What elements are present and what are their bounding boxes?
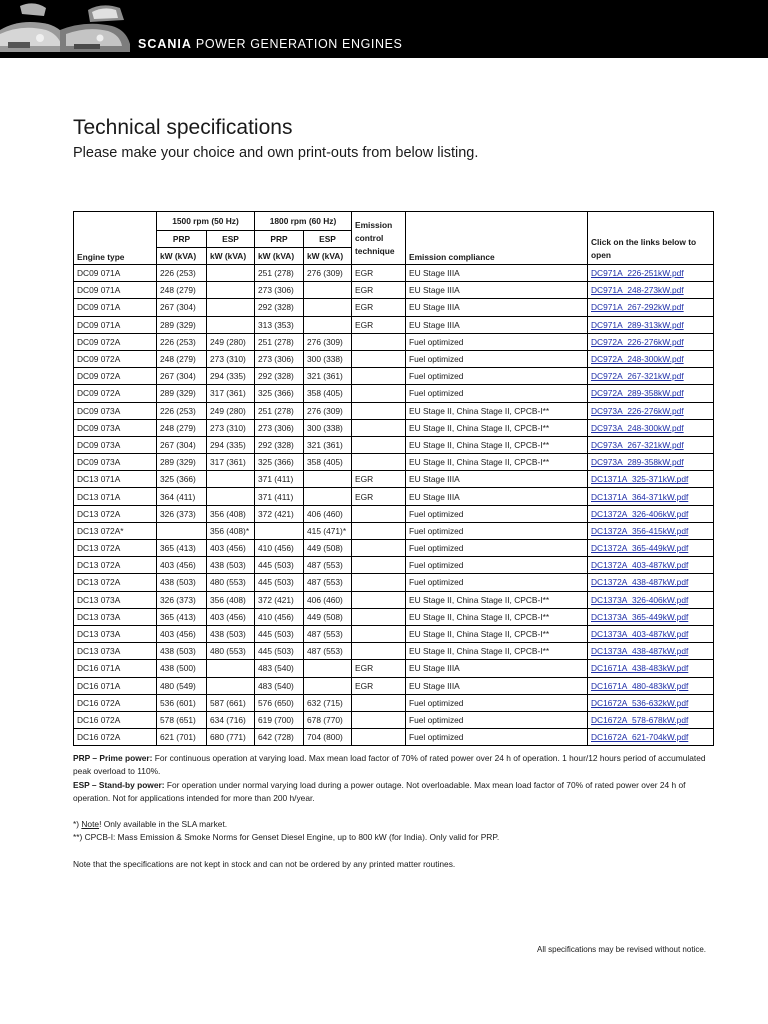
emission-technique-cell: EGR — [352, 488, 406, 505]
prp-50hz-cell: 325 (366) — [157, 471, 207, 488]
emission-technique-cell — [352, 419, 406, 436]
pdf-link[interactable]: DC1371A_325-371kW.pdf — [588, 471, 714, 488]
table-row — [74, 265, 714, 282]
engine-type-cell: DC09 071A — [74, 265, 157, 282]
emission-technique-cell — [352, 574, 406, 591]
emission-compliance-cell: EU Stage II, China Stage II, CPCB-I** — [406, 436, 588, 453]
engine-type-cell: DC09 072A — [74, 385, 157, 402]
esp-50hz-cell: 680 (771) — [207, 729, 255, 746]
emission-technique-cell: EGR — [352, 677, 406, 694]
prp-60hz-cell: 576 (650) — [255, 694, 304, 711]
engine-type-cell: DC13 072A — [74, 574, 157, 591]
esp-60hz-cell — [304, 316, 352, 333]
banner-title — [138, 37, 402, 51]
specifications-table — [73, 211, 714, 746]
engine-type-cell: DC09 073A — [74, 402, 157, 419]
esp-60hz-cell: 358 (405) — [304, 454, 352, 471]
table-row — [74, 454, 714, 471]
pdf-link[interactable]: DC972A_226-276kW.pdf — [588, 333, 714, 350]
links-header: Click on the links below to open — [588, 212, 714, 265]
engine-type-cell: DC13 073A — [74, 643, 157, 660]
emission-compliance-cell: EU Stage IIIA — [406, 471, 588, 488]
emission-compliance-cell: Fuel optimized — [406, 350, 588, 367]
emission-technique-cell — [352, 694, 406, 711]
prp-60hz-cell: 372 (421) — [255, 591, 304, 608]
esp-60hz-cell: 678 (770) — [304, 711, 352, 728]
esp-50hz-cell: 317 (361) — [207, 454, 255, 471]
pdf-link[interactable]: DC1672A_578-678kW.pdf — [588, 711, 714, 728]
esp-label: ESP – Stand-by power: — [73, 779, 165, 790]
engine-type-cell: DC09 071A — [74, 316, 157, 333]
prp-60hz-cell: 292 (328) — [255, 299, 304, 316]
emission-compliance-cell: EU Stage IIIA — [406, 282, 588, 299]
prp-60hz-cell: 325 (366) — [255, 454, 304, 471]
emission-technique-cell: EGR — [352, 265, 406, 282]
pdf-link[interactable]: DC972A_248-300kW.pdf — [588, 350, 714, 367]
prp-60hz-cell: 445 (503) — [255, 643, 304, 660]
table-row — [74, 625, 714, 642]
prp-60hz-cell: 445 (503) — [255, 557, 304, 574]
pdf-link[interactable]: DC1671A_480-483kW.pdf — [588, 677, 714, 694]
prp-60hz-cell: 445 (503) — [255, 574, 304, 591]
table-row — [74, 488, 714, 505]
pdf-link[interactable]: DC1371A_364-371kW.pdf — [588, 488, 714, 505]
emission-technique-cell — [352, 385, 406, 402]
engine-type-cell: DC13 073A — [74, 591, 157, 608]
emission-compliance-cell: Fuel optimized — [406, 694, 588, 711]
esp-50hz-cell: 273 (310) — [207, 350, 255, 367]
prp-60hz-cell: 325 (366) — [255, 385, 304, 402]
emission-compliance-cell: EU Stage II, China Stage II, CPCB-I** — [406, 643, 588, 660]
emission-compliance-cell: Fuel optimized — [406, 368, 588, 385]
pdf-link[interactable]: DC1372A_326-406kW.pdf — [588, 505, 714, 522]
table-row — [74, 574, 714, 591]
table-row — [74, 402, 714, 419]
esp-60hz-cell: 321 (361) — [304, 436, 352, 453]
pdf-link[interactable]: DC1373A_365-449kW.pdf — [588, 608, 714, 625]
table-row — [74, 350, 714, 367]
prp-50hz-cell: 438 (503) — [157, 574, 207, 591]
emission-compliance-cell: EU Stage II, China Stage II, CPCB-I** — [406, 591, 588, 608]
table-row — [74, 729, 714, 746]
esp-50hz-cell: 356 (408) — [207, 505, 255, 522]
pdf-link[interactable]: DC971A_289-313kW.pdf — [588, 316, 714, 333]
engine-type-cell: DC16 072A — [74, 729, 157, 746]
prp-50hz-cell: 438 (500) — [157, 660, 207, 677]
esp-50hz-cell: 249 (280) — [207, 402, 255, 419]
esp-50hz-cell: 634 (716) — [207, 711, 255, 728]
emission-compliance-cell: EU Stage IIIA — [406, 265, 588, 282]
pdf-link[interactable]: DC1372A_365-449kW.pdf — [588, 540, 714, 557]
prp-definition — [73, 752, 713, 779]
table-row — [74, 436, 714, 453]
esp-50hz-cell — [207, 660, 255, 677]
emission-compliance-cell: Fuel optimized — [406, 557, 588, 574]
footnote-sla-prefix: *) — [73, 819, 82, 830]
emission-technique-cell — [352, 505, 406, 522]
table-row — [74, 660, 714, 677]
emission-technique-cell: EGR — [352, 282, 406, 299]
emission-compliance-cell: EU Stage II, China Stage II, CPCB-I** — [406, 454, 588, 471]
emission-technique-cell: EGR — [352, 660, 406, 677]
esp-text: For operation under normal varying load during a power outage. Not overloadable. Max mean load factor of 70% of rated power over 24 h of operation. Not for applications intended for more than 200 h/year. — [73, 779, 686, 803]
unit-esp-60hz: kW (kVA) — [304, 248, 352, 265]
table-row — [74, 471, 714, 488]
esp-60hz-cell: 487 (553) — [304, 625, 352, 642]
pdf-link[interactable]: DC971A_248-273kW.pdf — [588, 282, 714, 299]
prp-50hz-cell: 621 (701) — [157, 729, 207, 746]
emission-technique-cell: EGR — [352, 316, 406, 333]
pdf-link[interactable]: DC1373A_438-487kW.pdf — [588, 643, 714, 660]
engine-type-cell: DC09 073A — [74, 419, 157, 436]
esp-50hz-cell — [207, 316, 255, 333]
emission-technique-cell — [352, 729, 406, 746]
prp-60hz-cell: 273 (306) — [255, 419, 304, 436]
table-row — [74, 299, 714, 316]
brand-name: SCANIA — [138, 37, 192, 51]
esp-definition — [73, 779, 713, 806]
prp-60hz-cell: 273 (306) — [255, 350, 304, 367]
emission-technique-cell — [352, 608, 406, 625]
engine-type-cell: DC16 072A — [74, 711, 157, 728]
engine-photo-strip — [0, 0, 135, 58]
pdf-link[interactable]: DC1373A_403-487kW.pdf — [588, 625, 714, 642]
pdf-link[interactable]: DC1373A_326-406kW.pdf — [588, 591, 714, 608]
engine-type-cell: DC13 072A — [74, 557, 157, 574]
emission-technique-cell: EGR — [352, 299, 406, 316]
emission-compliance-cell: Fuel optimized — [406, 711, 588, 728]
esp-60hz-cell — [304, 471, 352, 488]
emission-technique-cell — [352, 643, 406, 660]
table-header — [74, 212, 714, 265]
engine-type-cell: DC09 073A — [74, 436, 157, 453]
prp-60hz-cell: 313 (353) — [255, 316, 304, 333]
engine-type-header: Engine type — [74, 212, 157, 265]
engine-type-cell: DC13 073A — [74, 608, 157, 625]
prp-50hz-cell: 226 (253) — [157, 265, 207, 282]
emission-technique-cell — [352, 522, 406, 539]
table-row — [74, 694, 714, 711]
engine-type-cell: DC16 071A — [74, 677, 157, 694]
table-row — [74, 557, 714, 574]
emission-technique-cell — [352, 368, 406, 385]
pdf-link[interactable]: DC1672A_621-704kW.pdf — [588, 729, 714, 746]
table-row — [74, 522, 714, 539]
table-row — [74, 419, 714, 436]
table-row — [74, 608, 714, 625]
esp-60hz-cell: 487 (553) — [304, 574, 352, 591]
prp-50hz-cell: 289 (329) — [157, 454, 207, 471]
prp-60hz-cell: 292 (328) — [255, 436, 304, 453]
prp-50hz-cell: 248 (279) — [157, 350, 207, 367]
prp-50hz-cell: 578 (651) — [157, 711, 207, 728]
header-banner — [0, 0, 768, 58]
table-row — [74, 385, 714, 402]
esp-60hz-cell: 704 (800) — [304, 729, 352, 746]
emission-technique-cell: EGR — [352, 471, 406, 488]
prp-50hz-cell: 365 (413) — [157, 608, 207, 625]
esp-50hz-cell: 438 (503) — [207, 557, 255, 574]
prp-60hz-cell: 292 (328) — [255, 368, 304, 385]
emission-technique-cell — [352, 540, 406, 557]
esp-50hz-cell: 273 (310) — [207, 419, 255, 436]
prp-50hz-cell: 267 (304) — [157, 436, 207, 453]
prp-60hz-cell: 251 (278) — [255, 265, 304, 282]
engine-type-cell: DC09 071A — [74, 299, 157, 316]
esp-60hz-cell — [304, 677, 352, 694]
esp-60hz-cell: 487 (553) — [304, 557, 352, 574]
emission-compliance-cell: Fuel optimized — [406, 333, 588, 350]
esp-50hz-cell: 403 (456) — [207, 608, 255, 625]
esp-60hz-cell: 406 (460) — [304, 505, 352, 522]
prp-50hz-cell: 289 (329) — [157, 385, 207, 402]
emission-technique-cell — [352, 454, 406, 471]
prp-label: PRP – Prime power: — [73, 753, 153, 763]
pdf-link[interactable]: DC971A_226-251kW.pdf — [588, 265, 714, 282]
prp-60hz-cell — [255, 522, 304, 539]
esp-50hz-cell: 317 (361) — [207, 385, 255, 402]
engine-type-cell: DC13 072A — [74, 505, 157, 522]
emission-compliance-cell: Fuel optimized — [406, 574, 588, 591]
esp-50hz-cell — [207, 299, 255, 316]
notes-section — [73, 752, 713, 871]
esp-50hz-cell: 403 (456) — [207, 540, 255, 557]
emission-compliance-cell: EU Stage IIIA — [406, 316, 588, 333]
prp-60hz-cell: 251 (278) — [255, 402, 304, 419]
pdf-link[interactable]: DC972A_267-321kW.pdf — [588, 368, 714, 385]
engine-type-cell: DC13 072A* — [74, 522, 157, 539]
prp-50hz-cell: 536 (601) — [157, 694, 207, 711]
engine-type-cell: DC13 073A — [74, 625, 157, 642]
rpm-60hz-header: 1800 rpm (60 Hz) — [255, 212, 352, 231]
engine-type-cell: DC13 072A — [74, 540, 157, 557]
esp-60hz-cell: 276 (309) — [304, 265, 352, 282]
emission-compliance-cell: Fuel optimized — [406, 385, 588, 402]
table-row — [74, 282, 714, 299]
emission-compliance-cell: Fuel optimized — [406, 505, 588, 522]
pdf-link[interactable]: DC973A_248-300kW.pdf — [588, 419, 714, 436]
banner-subtitle: POWER GENERATION ENGINES — [195, 37, 403, 51]
table-row — [74, 540, 714, 557]
unit-esp-50hz: kW (kVA) — [207, 248, 255, 265]
table-row — [74, 711, 714, 728]
prp-50hz-cell: 226 (253) — [157, 333, 207, 350]
emission-control-header: Emission control technique — [352, 212, 406, 265]
emission-compliance-cell: EU Stage II, China Stage II, CPCB-I** — [406, 402, 588, 419]
prp-60hz-cell: 410 (456) — [255, 608, 304, 625]
emission-compliance-cell: EU Stage IIIA — [406, 660, 588, 677]
esp-60hz-cell: 300 (338) — [304, 419, 352, 436]
esp-60hz-cell: 300 (338) — [304, 350, 352, 367]
esp-60hz-cell: 358 (405) — [304, 385, 352, 402]
prp-50hz-cell: 403 (456) — [157, 625, 207, 642]
pdf-link[interactable]: DC1372A_356-415kW.pdf — [588, 522, 714, 539]
footnote-sla-note: Note — [81, 819, 100, 830]
prp-60hz-cell: 445 (503) — [255, 625, 304, 642]
engine-type-cell: DC16 072A — [74, 694, 157, 711]
page-title: Technical specifications — [73, 116, 293, 139]
unit-prp-50hz: kW (kVA) — [157, 248, 207, 265]
prp-50hz-header: PRP — [157, 231, 207, 248]
prp-50hz-cell: 248 (279) — [157, 282, 207, 299]
unit-prp-60hz: kW (kVA) — [255, 248, 304, 265]
prp-60hz-cell: 372 (421) — [255, 505, 304, 522]
engine-type-cell: DC09 072A — [74, 350, 157, 367]
esp-60hz-cell: 321 (361) — [304, 368, 352, 385]
esp-50hz-cell: 587 (661) — [207, 694, 255, 711]
prp-50hz-cell: 438 (503) — [157, 643, 207, 660]
esp-50hz-cell: 294 (335) — [207, 368, 255, 385]
pdf-link[interactable]: DC1672A_536-632kW.pdf — [588, 694, 714, 711]
emission-technique-cell — [352, 625, 406, 642]
emission-technique-cell — [352, 557, 406, 574]
emission-compliance-cell: EU Stage IIIA — [406, 677, 588, 694]
esp-50hz-cell — [207, 471, 255, 488]
emission-compliance-cell: Fuel optimized — [406, 729, 588, 746]
esp-50hz-cell — [207, 488, 255, 505]
engine-type-cell: DC13 071A — [74, 488, 157, 505]
emission-technique-cell — [352, 333, 406, 350]
table-row — [74, 677, 714, 694]
prp-60hz-cell: 642 (728) — [255, 729, 304, 746]
prp-text: For continuous operation at varying load. Max mean load factor of 70% of rated power over 24 h of operation. 1 hour/12 hours period of accumulated peak overload to 110%. — [73, 753, 706, 777]
emission-technique-cell — [352, 711, 406, 728]
engine-type-cell: DC16 071A — [74, 660, 157, 677]
prp-50hz-cell: 326 (373) — [157, 505, 207, 522]
prp-50hz-cell — [157, 522, 207, 539]
table-row — [74, 368, 714, 385]
rpm-50hz-header: 1500 rpm (50 Hz) — [157, 212, 255, 231]
table-body — [74, 265, 714, 746]
footnote-cpcb: **) CPCB-I: Mass Emission & Smoke Norms for Genset Diesel Engine, up to 800 kW (for India). Only valid for PRP. — [73, 832, 500, 843]
prp-60hz-cell: 483 (540) — [255, 677, 304, 694]
pdf-link[interactable]: DC973A_226-276kW.pdf — [588, 402, 714, 419]
pdf-link[interactable]: DC971A_267-292kW.pdf — [588, 299, 714, 316]
page-subtitle: Please make your choice and own print-outs from below listing. — [73, 145, 479, 161]
prp-50hz-cell: 365 (413) — [157, 540, 207, 557]
esp-60hz-cell: 449 (508) — [304, 608, 352, 625]
esp-60hz-cell: 632 (715) — [304, 694, 352, 711]
engine-type-cell: DC09 072A — [74, 368, 157, 385]
pdf-link[interactable]: DC1372A_403-487kW.pdf — [588, 557, 714, 574]
esp-50hz-cell: 480 (553) — [207, 574, 255, 591]
esp-60hz-cell: 276 (309) — [304, 333, 352, 350]
engine-type-cell: DC13 071A — [74, 471, 157, 488]
revision-notice: All specifications may be revised without notice. — [537, 945, 706, 954]
esp-60hz-cell: 276 (309) — [304, 402, 352, 419]
stock-note: Note that the specifications are not kept in stock and can not be ordered by any printed matter routines. — [73, 858, 456, 869]
engine-type-cell: DC09 071A — [74, 282, 157, 299]
emission-technique-cell — [352, 402, 406, 419]
emission-compliance-cell: Fuel optimized — [406, 522, 588, 539]
prp-50hz-cell: 226 (253) — [157, 402, 207, 419]
esp-60hz-cell: 406 (460) — [304, 591, 352, 608]
prp-50hz-cell: 289 (329) — [157, 316, 207, 333]
emission-compliance-cell: EU Stage IIIA — [406, 299, 588, 316]
prp-50hz-cell: 364 (411) — [157, 488, 207, 505]
emission-technique-cell — [352, 591, 406, 608]
prp-50hz-cell: 267 (304) — [157, 368, 207, 385]
table-row — [74, 316, 714, 333]
pdf-link[interactable]: DC973A_289-358kW.pdf — [588, 454, 714, 471]
esp-60hz-cell — [304, 488, 352, 505]
table-row — [74, 505, 714, 522]
esp-60hz-cell — [304, 660, 352, 677]
prp-50hz-cell: 480 (549) — [157, 677, 207, 694]
esp-50hz-cell: 480 (553) — [207, 643, 255, 660]
prp-60hz-cell: 483 (540) — [255, 660, 304, 677]
prp-60hz-cell: 371 (411) — [255, 471, 304, 488]
esp-60hz-cell: 449 (508) — [304, 540, 352, 557]
pdf-link[interactable]: DC1372A_438-487kW.pdf — [588, 574, 714, 591]
esp-50hz-cell: 356 (408)* — [207, 522, 255, 539]
emission-compliance-cell: EU Stage II, China Stage II, CPCB-I** — [406, 419, 588, 436]
footnote-sla — [73, 818, 713, 831]
emission-technique-cell — [352, 350, 406, 367]
esp-50hz-cell — [207, 282, 255, 299]
esp-60hz-cell: 415 (471)* — [304, 522, 352, 539]
esp-50hz-header: ESP — [207, 231, 255, 248]
emission-compliance-cell: EU Stage II, China Stage II, CPCB-I** — [406, 625, 588, 642]
prp-50hz-cell: 403 (456) — [157, 557, 207, 574]
prp-50hz-cell: 267 (304) — [157, 299, 207, 316]
prp-60hz-cell: 371 (411) — [255, 488, 304, 505]
pdf-link[interactable]: DC1671A_438-483kW.pdf — [588, 660, 714, 677]
esp-60hz-cell: 487 (553) — [304, 643, 352, 660]
pdf-link[interactable]: DC972A_289-358kW.pdf — [588, 385, 714, 402]
footnote-sla-text: ! Only available in the SLA market. — [99, 819, 228, 830]
table-row — [74, 591, 714, 608]
esp-60hz-header: ESP — [304, 231, 352, 248]
prp-60hz-cell: 251 (278) — [255, 333, 304, 350]
esp-50hz-cell — [207, 265, 255, 282]
emission-technique-cell — [352, 436, 406, 453]
prp-50hz-cell: 248 (279) — [157, 419, 207, 436]
emission-compliance-cell: EU Stage II, China Stage II, CPCB-I** — [406, 608, 588, 625]
esp-50hz-cell: 356 (408) — [207, 591, 255, 608]
table-row — [74, 333, 714, 350]
esp-50hz-cell — [207, 677, 255, 694]
pdf-link[interactable]: DC973A_267-321kW.pdf — [588, 436, 714, 453]
esp-50hz-cell: 249 (280) — [207, 333, 255, 350]
emission-compliance-cell: EU Stage IIIA — [406, 488, 588, 505]
emission-compliance-header: Emission compliance — [406, 212, 588, 265]
prp-60hz-header: PRP — [255, 231, 304, 248]
prp-60hz-cell: 410 (456) — [255, 540, 304, 557]
esp-60hz-cell — [304, 299, 352, 316]
engine-type-cell: DC09 073A — [74, 454, 157, 471]
emission-compliance-cell: Fuel optimized — [406, 540, 588, 557]
engine-type-cell: DC09 072A — [74, 333, 157, 350]
esp-60hz-cell — [304, 282, 352, 299]
esp-50hz-cell: 294 (335) — [207, 436, 255, 453]
prp-60hz-cell: 273 (306) — [255, 282, 304, 299]
table-row — [74, 643, 714, 660]
prp-50hz-cell: 326 (373) — [157, 591, 207, 608]
esp-50hz-cell: 438 (503) — [207, 625, 255, 642]
prp-60hz-cell: 619 (700) — [255, 711, 304, 728]
